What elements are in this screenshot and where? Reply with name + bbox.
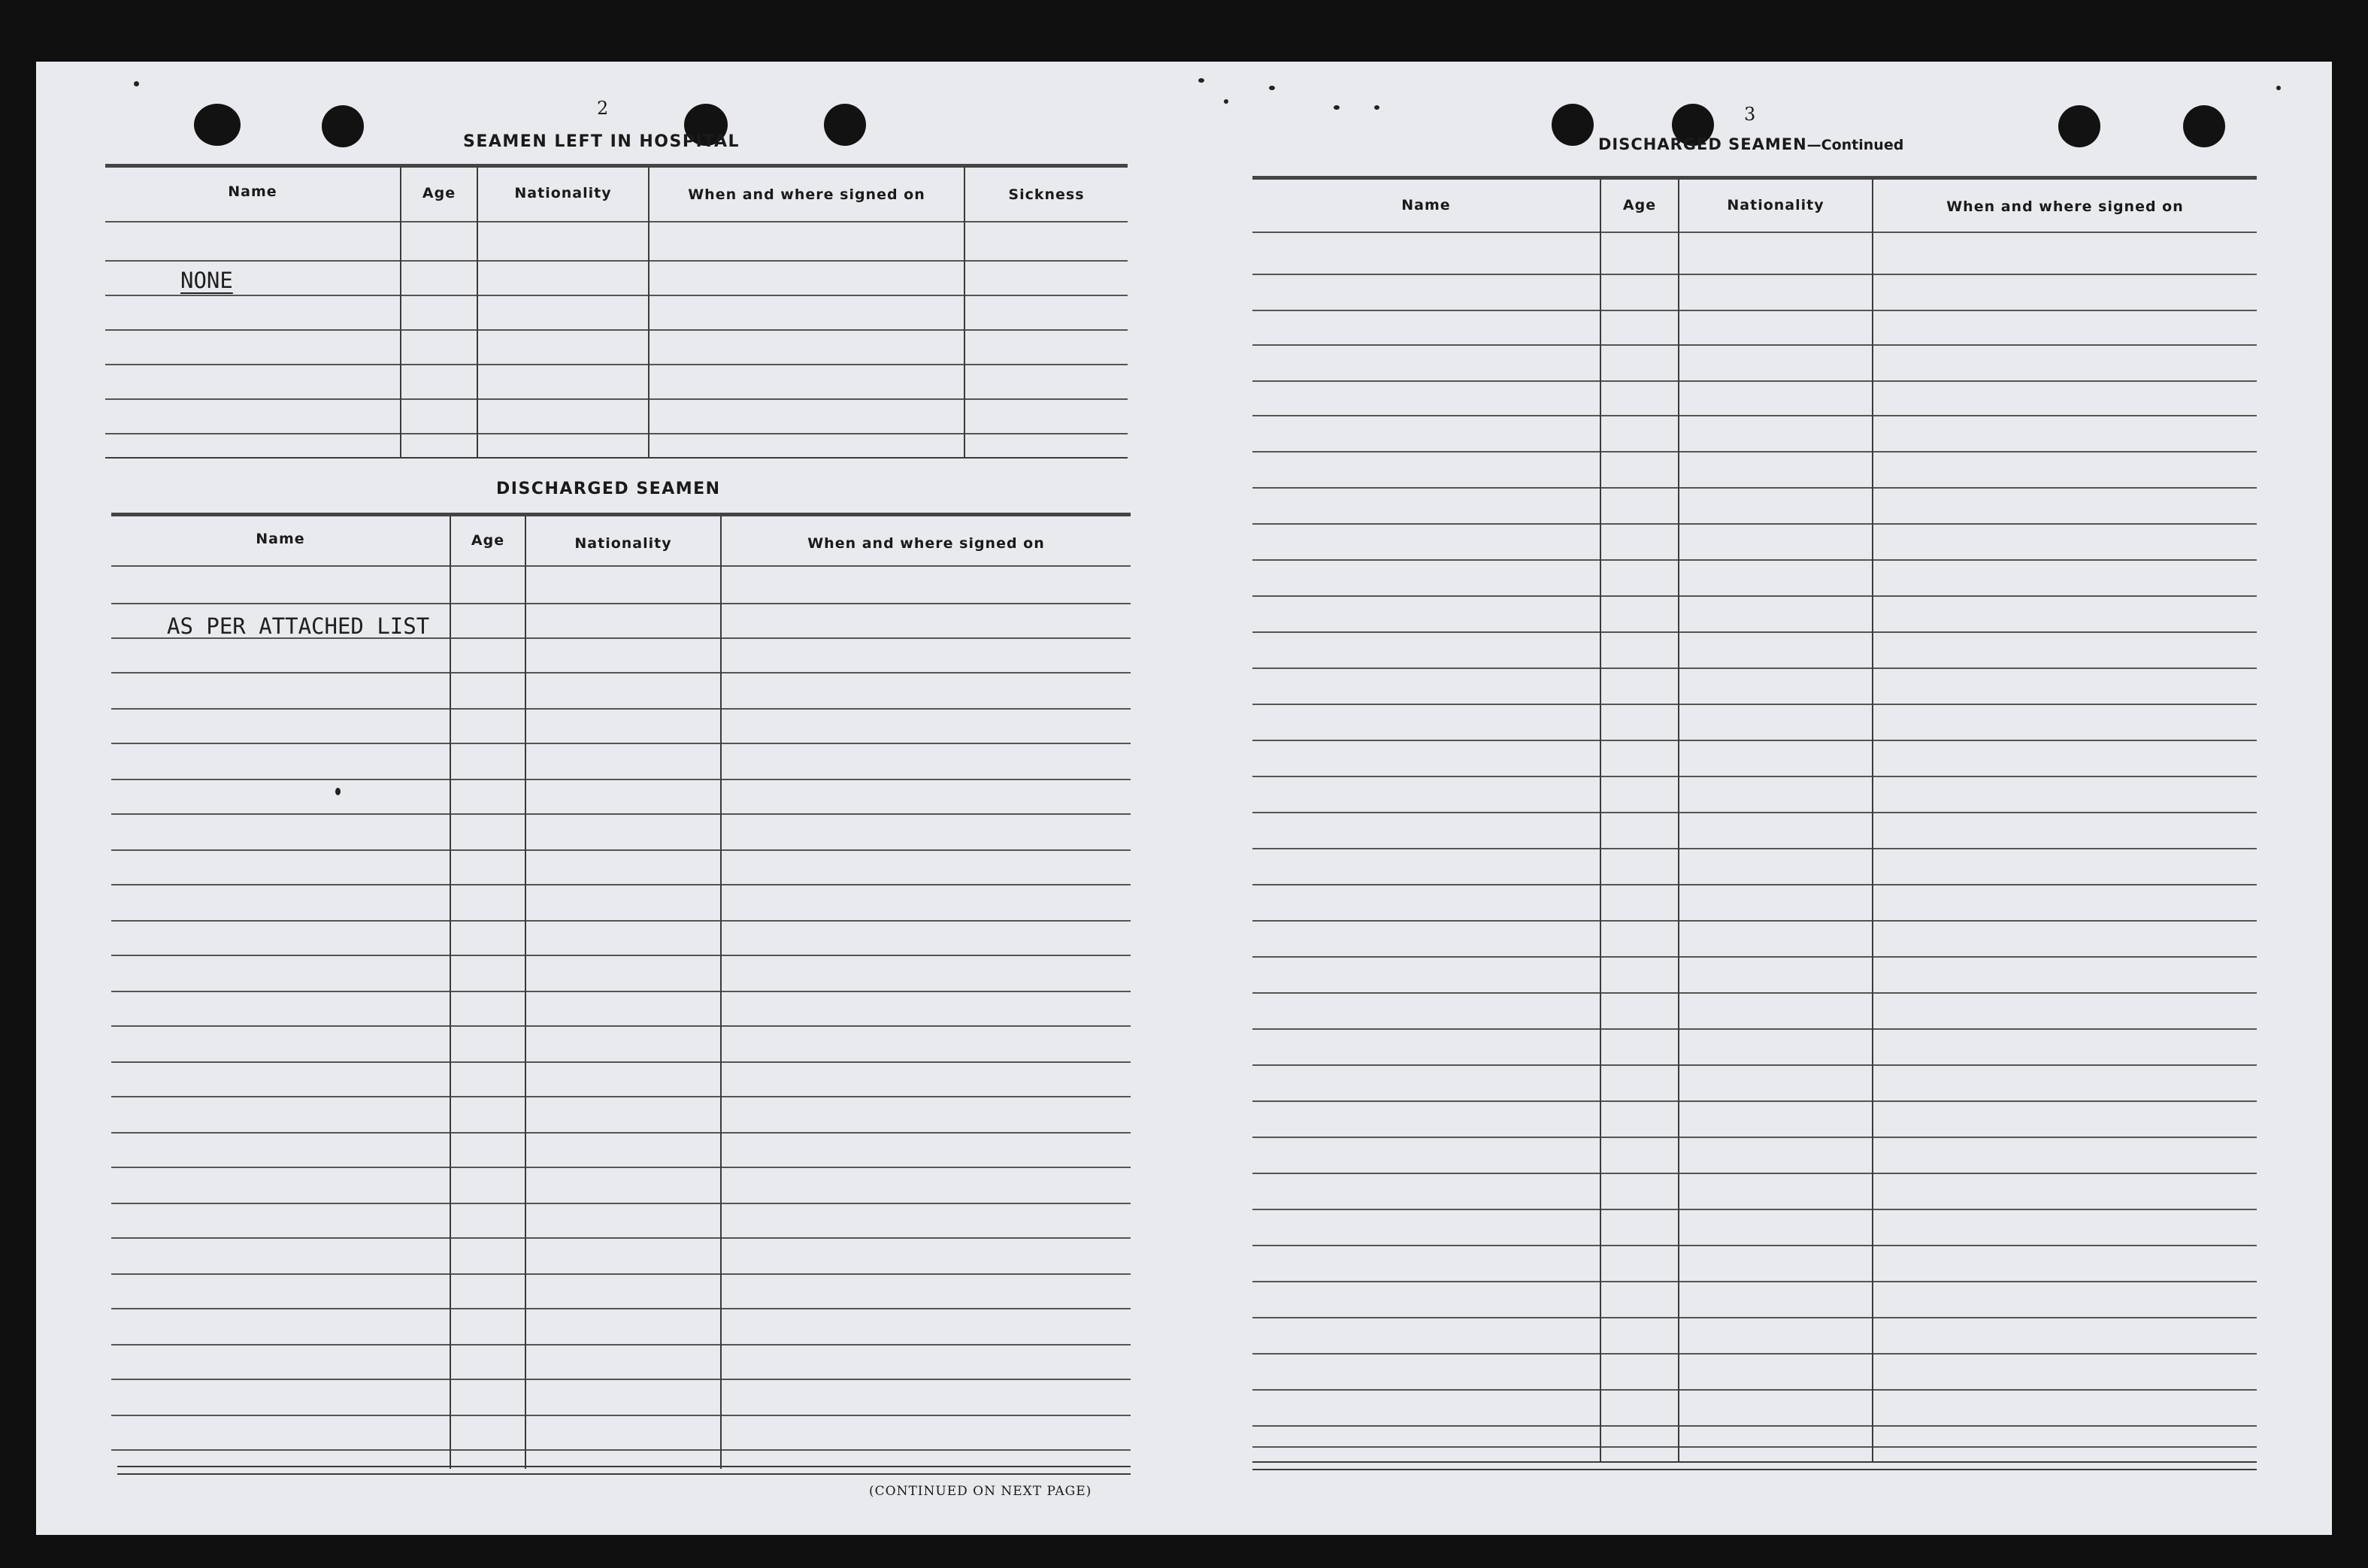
ink-speck xyxy=(1269,86,1275,90)
column-header-name: Name xyxy=(256,531,305,547)
column-header-signed-on: When and where signed on xyxy=(1946,198,2184,215)
table-header-rule xyxy=(111,565,1131,567)
table-row-rule xyxy=(111,920,1131,922)
table-row-rule xyxy=(1252,1317,2257,1318)
table-row-rule xyxy=(1252,1389,2257,1391)
table-row-rule xyxy=(111,849,1131,851)
table-bottom-rule xyxy=(1252,1469,2257,1470)
column-header-nationality: Nationality xyxy=(1727,197,1824,213)
punch-hole xyxy=(2183,105,2225,147)
table-top-rule xyxy=(111,513,1131,516)
hospital-entry-text: NONE xyxy=(180,268,233,293)
table-row-rule xyxy=(111,991,1131,992)
discharged-continued-title xyxy=(1598,135,1903,153)
table-row-rule xyxy=(111,1237,1131,1239)
table-row-rule xyxy=(111,1203,1131,1204)
table-row-rule xyxy=(1252,380,2257,382)
table-row-rule xyxy=(111,1061,1131,1063)
continued-note: (CONTINUED ON NEXT PAGE) xyxy=(869,1484,1092,1499)
table-row-rule xyxy=(1252,1209,2257,1210)
table-row-rule xyxy=(105,364,1128,365)
table-row-rule xyxy=(1252,740,2257,741)
table-row-rule xyxy=(111,672,1131,674)
column-header-age: Age xyxy=(422,185,456,201)
table-row-rule xyxy=(1252,631,2257,633)
punch-hole xyxy=(1552,104,1594,146)
table-row-rule xyxy=(105,329,1128,331)
ink-speck xyxy=(335,788,341,795)
table-row-rule xyxy=(1252,523,2257,525)
column-divider xyxy=(964,167,965,459)
table-row-rule xyxy=(1252,1425,2257,1427)
table-row-rule xyxy=(111,1415,1131,1416)
punch-hole xyxy=(194,104,241,146)
column-divider xyxy=(1600,179,1601,1463)
column-header-nationality: Nationality xyxy=(574,535,672,552)
table-row-rule xyxy=(1252,704,2257,705)
table-row-rule xyxy=(1252,1245,2257,1246)
table-row-rule xyxy=(111,813,1131,815)
table-row-rule xyxy=(111,603,1131,604)
table-row-rule xyxy=(1252,559,2257,561)
ink-speck xyxy=(1224,99,1228,104)
table-row-rule xyxy=(111,1132,1131,1134)
table-bottom-rule xyxy=(1252,1461,2257,1463)
table-row-rule xyxy=(111,1379,1131,1380)
table-row-rule xyxy=(1252,274,2257,275)
table-row-rule xyxy=(1252,1173,2257,1174)
table-row-rule xyxy=(111,955,1131,956)
punch-hole xyxy=(322,105,364,147)
table-row-rule xyxy=(1252,956,2257,958)
table-row-rule xyxy=(105,433,1128,434)
table-bottom-rule xyxy=(117,1466,1131,1467)
column-header-name: Name xyxy=(228,183,277,200)
table-row-rule xyxy=(1252,344,2257,346)
column-divider xyxy=(720,516,722,1469)
table-header-rule xyxy=(105,221,1128,222)
column-divider xyxy=(450,516,451,1469)
discharged-entry-text: AS PER ATTACHED LIST xyxy=(167,613,430,639)
table-row-rule xyxy=(111,779,1131,780)
title-suffix: —Continued xyxy=(1806,137,1904,153)
table-row-rule xyxy=(1252,1028,2257,1030)
table-row-rule xyxy=(111,1273,1131,1275)
table-row-rule xyxy=(105,260,1128,262)
table-bottom-rule xyxy=(105,457,1128,459)
table-top-rule xyxy=(1252,176,2257,180)
column-header-nationality: Nationality xyxy=(514,185,612,201)
table-row-rule xyxy=(1252,1100,2257,1102)
column-divider xyxy=(1678,179,1679,1463)
table-row-rule xyxy=(1252,667,2257,669)
table-row-rule xyxy=(1252,1353,2257,1355)
table-top-rule xyxy=(105,164,1128,168)
table-row-rule xyxy=(1252,884,2257,885)
table-row-rule xyxy=(1252,812,2257,813)
table-bottom-rule xyxy=(117,1473,1131,1475)
ink-speck xyxy=(1198,78,1204,83)
table-row-rule xyxy=(1252,451,2257,453)
column-header-signed-on: When and where signed on xyxy=(688,186,925,203)
table-row-rule xyxy=(1252,1446,2257,1448)
page-number-left: 2 xyxy=(597,98,609,119)
hospital-section-title: SEAMEN LEFT IN HOSPITAL xyxy=(463,132,740,151)
table-row-rule xyxy=(111,743,1131,744)
column-header-age: Age xyxy=(1622,197,1657,213)
page-number-right: 3 xyxy=(1744,104,1756,125)
table-row-rule xyxy=(105,295,1128,296)
table-row-rule xyxy=(1252,848,2257,849)
title-main: DISCHARGED SEAMEN xyxy=(1598,135,1807,153)
ink-speck xyxy=(1334,105,1340,110)
column-divider xyxy=(1872,179,1873,1463)
table-row-rule xyxy=(111,1096,1131,1097)
column-divider xyxy=(648,167,650,459)
table-row-rule xyxy=(1252,1137,2257,1138)
table-row-rule xyxy=(111,1344,1131,1346)
document-sheet xyxy=(36,62,2332,1535)
table-row-rule xyxy=(111,1449,1131,1451)
column-header-age: Age xyxy=(471,532,505,549)
table-row-rule xyxy=(111,1308,1131,1309)
column-divider xyxy=(400,167,401,459)
table-row-rule xyxy=(1252,1064,2257,1066)
table-row-rule xyxy=(111,1167,1131,1168)
table-row-rule xyxy=(1252,776,2257,777)
punch-hole xyxy=(824,104,866,146)
table-row-rule xyxy=(1252,992,2257,994)
column-header-name: Name xyxy=(1401,197,1451,213)
table-row-rule xyxy=(1252,415,2257,416)
column-divider xyxy=(477,167,478,459)
table-row-rule xyxy=(1252,310,2257,311)
table-row-rule xyxy=(1252,487,2257,489)
table-row-rule xyxy=(1252,595,2257,597)
punch-hole xyxy=(2058,105,2100,147)
column-header-sickness: Sickness xyxy=(1008,186,1085,203)
table-row-rule xyxy=(111,884,1131,885)
discharged-section-title: DISCHARGED SEAMEN xyxy=(496,480,721,498)
table-row-rule xyxy=(111,708,1131,710)
ink-speck xyxy=(134,81,139,86)
ink-speck xyxy=(2276,86,2281,90)
table-row-rule xyxy=(1252,920,2257,922)
table-row-rule xyxy=(105,398,1128,400)
column-header-signed-on: When and where signed on xyxy=(807,535,1045,552)
table-row-rule xyxy=(1252,1281,2257,1282)
ink-speck xyxy=(1374,105,1379,110)
table-row-rule xyxy=(111,1025,1131,1027)
table-header-rule xyxy=(1252,232,2257,233)
column-divider xyxy=(525,516,526,1469)
